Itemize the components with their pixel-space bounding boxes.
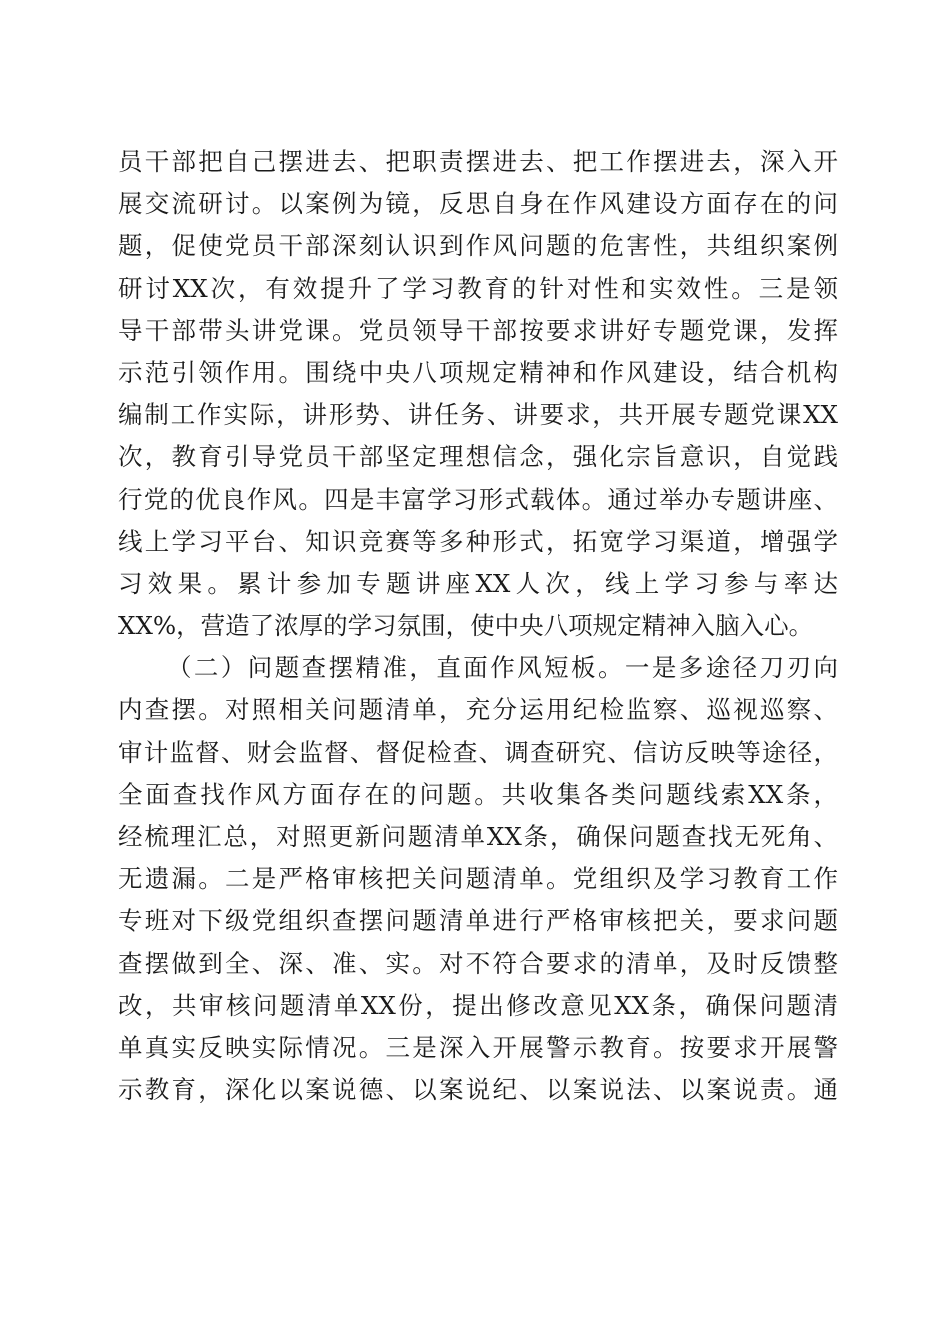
text-line: 研讨XX次，有效提升了学习教育的针对性和实效性。三是领 (118, 273, 838, 303)
text-line: 次，教育引导党员干部坚定理想信念，强化宗旨意识，自觉践 (118, 442, 838, 472)
text-line: 全面查找作风方面存在的问题。共收集各类问题线索XX条， (118, 779, 838, 809)
text-line: 线上学习平台、知识竞赛等多种形式，拓宽学习渠道，增强学 (118, 526, 838, 556)
text-line: 单真实反映实际情况。三是深入开展警示教育。按要求开展警 (118, 1032, 838, 1062)
text-line: 导干部带头讲党课。党员领导干部按要求讲好专题党课，发挥 (118, 315, 838, 345)
text-line: 示教育，深化以案说德、以案说纪、以案说法、以案说责。通 (118, 1075, 838, 1105)
text-line: 审计监督、财会监督、督促检查、调查研究、信访反映等途径， (118, 737, 838, 767)
text-line: 题，促使党员干部深刻认识到作风问题的危害性，共组织案例 (118, 231, 838, 261)
text-line: 行党的优良作风。四是丰富学习形式载体。通过举办专题讲座、 (118, 484, 838, 514)
text-line: 专班对下级党组织查摆问题清单进行严格审核把关，要求问题 (118, 906, 838, 936)
text-line: 编制工作实际，讲形势、讲任务、讲要求，共开展专题党课XX (118, 400, 838, 430)
body-text (118, 141, 838, 1111)
text-line: 查摆做到全、深、准、实。对不符合要求的清单，及时反馈整 (118, 948, 838, 978)
text-line: 无遗漏。二是严格审核把关问题清单。党组织及学习教育工作 (118, 864, 838, 894)
text-line: 习效果。累计参加专题讲座XX人次，线上学习参与率达 (118, 568, 838, 598)
text-line: 员干部把自己摆进去、把职责摆进去、把工作摆进去，深入开 (118, 147, 838, 176)
text-line: 内查摆。对照相关问题清单，充分运用纪检监察、巡视巡察、 (118, 695, 838, 725)
text-line: 经梳理汇总，对照更新问题清单XX条，确保问题查找无死角、 (118, 822, 838, 851)
text-line: 改，共审核问题清单XX份，提出修改意见XX条，确保问题清 (118, 990, 838, 1020)
text-line: 展交流研讨。以案例为镜，反思自身在作风建设方面存在的问 (118, 189, 838, 219)
text-line: 示范引领作用。围绕中央八项规定精神和作风建设，结合机构 (118, 357, 838, 387)
text-line: XX%，营造了浓厚的学习氛围，使中央八项规定精神入脑入心。 (118, 611, 814, 641)
section-heading-line: （二）问题查摆精准，直面作风短板。一是多途径刀刃向 (167, 653, 838, 683)
